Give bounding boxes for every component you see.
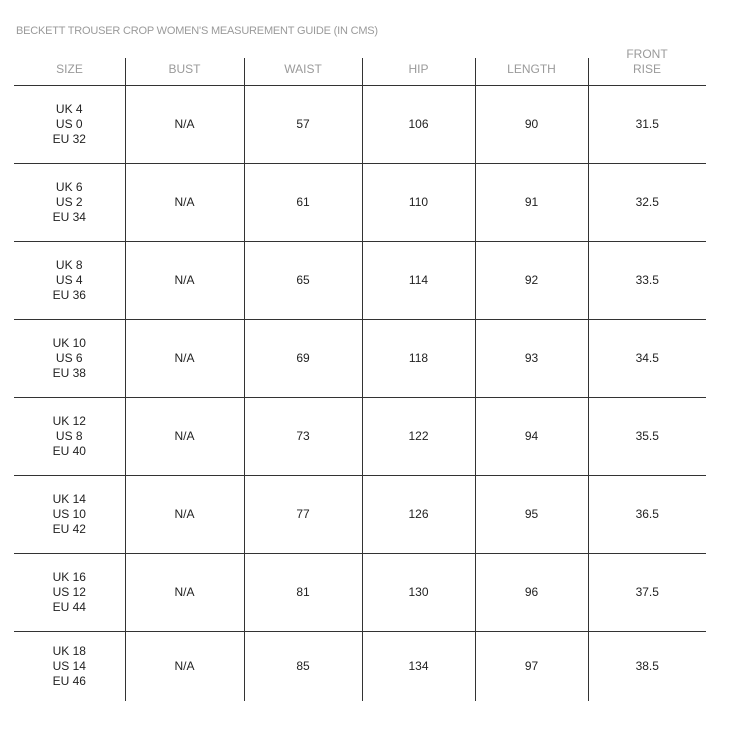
hip-cell: 118 <box>362 319 475 397</box>
size-uk: UK 16 <box>52 569 86 584</box>
bust-cell: N/A <box>125 631 244 701</box>
table-row <box>14 553 706 631</box>
page-title: BECKETT TROUSER CROP WOMEN'S MEASUREMENT GUIDE (IN CMS) <box>16 25 378 37</box>
size-us: US 12 <box>52 584 86 599</box>
size-uk: UK 12 <box>52 413 86 428</box>
header-front-rise <box>588 46 706 85</box>
size-uk: UK 18 <box>52 643 86 658</box>
table-row <box>14 241 706 319</box>
waist-cell: 73 <box>244 397 362 475</box>
size-cell <box>14 553 125 631</box>
size-uk: UK 14 <box>52 491 86 506</box>
bust-cell: N/A <box>125 553 244 631</box>
size-cell <box>14 163 125 241</box>
front-rise-cell: 33.5 <box>588 241 706 319</box>
hip-cell: 122 <box>362 397 475 475</box>
header-front-rise-line1: FRONT <box>626 46 668 61</box>
length-cell: 96 <box>475 553 588 631</box>
waist-cell: 65 <box>244 241 362 319</box>
size-us: US 2 <box>55 194 83 209</box>
size-cell <box>14 241 125 319</box>
size-us: US 6 <box>55 350 83 365</box>
size-eu: EU 46 <box>52 673 86 688</box>
bust-cell: N/A <box>125 397 244 475</box>
table-header-row <box>14 46 706 85</box>
header-bust: BUST <box>125 46 244 85</box>
table-row <box>14 85 706 163</box>
front-rise-cell: 34.5 <box>588 319 706 397</box>
size-uk: UK 8 <box>55 257 83 272</box>
size-eu: EU 32 <box>52 131 86 146</box>
header-length: LENGTH <box>475 46 588 85</box>
hip-cell: 134 <box>362 631 475 701</box>
table-row <box>14 631 706 701</box>
front-rise-cell: 36.5 <box>588 475 706 553</box>
size-eu: EU 38 <box>52 365 86 380</box>
size-us: US 10 <box>52 506 86 521</box>
size-cell <box>14 85 125 163</box>
bust-cell: N/A <box>125 241 244 319</box>
header-hip: HIP <box>362 46 475 85</box>
hip-cell: 130 <box>362 553 475 631</box>
size-cell <box>14 631 125 701</box>
table-row <box>14 475 706 553</box>
length-cell: 91 <box>475 163 588 241</box>
length-cell: 94 <box>475 397 588 475</box>
size-uk: UK 6 <box>55 179 83 194</box>
front-rise-cell: 38.5 <box>588 631 706 701</box>
size-eu: EU 36 <box>52 287 86 302</box>
size-uk: UK 4 <box>55 101 83 116</box>
size-eu: EU 34 <box>52 209 86 224</box>
hip-cell: 110 <box>362 163 475 241</box>
size-us: US 4 <box>55 272 83 287</box>
length-cell: 97 <box>475 631 588 701</box>
size-us: US 0 <box>55 116 83 131</box>
size-cell <box>14 319 125 397</box>
size-us: US 8 <box>55 428 83 443</box>
bust-cell: N/A <box>125 319 244 397</box>
length-cell: 93 <box>475 319 588 397</box>
size-uk: UK 10 <box>52 335 86 350</box>
header-size: SIZE <box>14 46 125 85</box>
bust-cell: N/A <box>125 163 244 241</box>
size-eu: EU 44 <box>52 599 86 614</box>
front-rise-cell: 37.5 <box>588 553 706 631</box>
table-row <box>14 397 706 475</box>
table-row <box>14 319 706 397</box>
bust-cell: N/A <box>125 475 244 553</box>
hip-cell: 106 <box>362 85 475 163</box>
size-eu: EU 40 <box>52 443 86 458</box>
table-body <box>14 85 706 701</box>
waist-cell: 85 <box>244 631 362 701</box>
bust-cell: N/A <box>125 85 244 163</box>
waist-cell: 69 <box>244 319 362 397</box>
front-rise-cell: 31.5 <box>588 85 706 163</box>
size-us: US 14 <box>52 658 86 673</box>
size-cell <box>14 475 125 553</box>
header-waist: WAIST <box>244 46 362 85</box>
front-rise-cell: 35.5 <box>588 397 706 475</box>
hip-cell: 126 <box>362 475 475 553</box>
length-cell: 95 <box>475 475 588 553</box>
size-cell <box>14 397 125 475</box>
waist-cell: 61 <box>244 163 362 241</box>
measurement-table <box>14 46 706 701</box>
length-cell: 92 <box>475 241 588 319</box>
hip-cell: 114 <box>362 241 475 319</box>
table-row <box>14 163 706 241</box>
front-rise-cell: 32.5 <box>588 163 706 241</box>
waist-cell: 57 <box>244 85 362 163</box>
header-front-rise-line2: RISE <box>632 61 661 76</box>
length-cell: 90 <box>475 85 588 163</box>
size-eu: EU 42 <box>52 521 86 536</box>
waist-cell: 81 <box>244 553 362 631</box>
waist-cell: 77 <box>244 475 362 553</box>
